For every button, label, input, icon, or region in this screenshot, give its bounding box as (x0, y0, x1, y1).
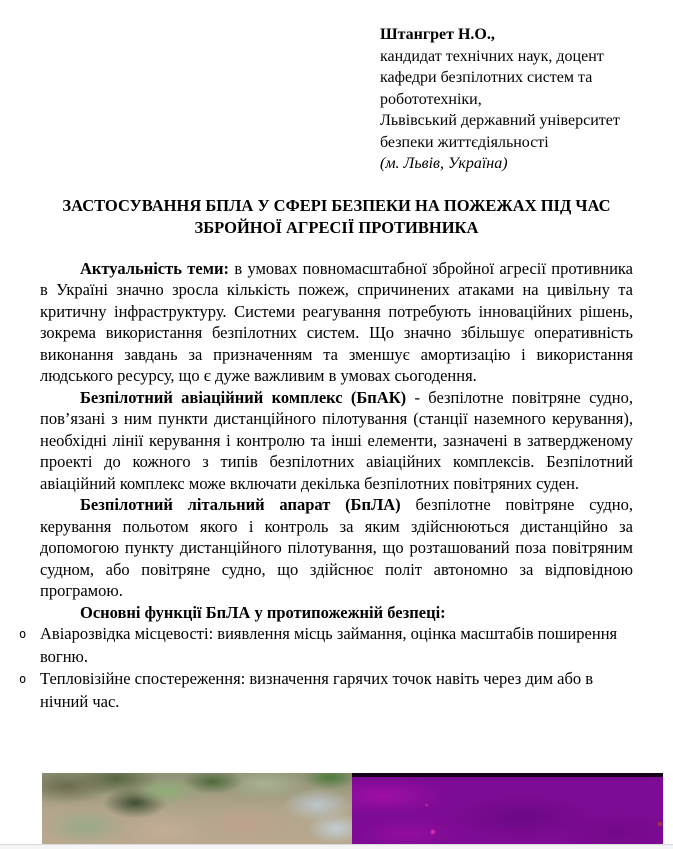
list-item-text: Тепловізійне спостереження: визначення гарячих точок навіть через дим або в нічний час. (40, 669, 594, 711)
paragraph-bpak-definition (40, 387, 633, 495)
functions-heading: Основні функції БпЛА у протипожежній безпеці: (80, 602, 446, 622)
figures-row (42, 773, 663, 844)
paragraph-relevance (40, 258, 633, 387)
list-item-thermal-observation (16, 668, 633, 713)
author-location: (м. Львів, Україна) (380, 155, 508, 172)
paragraph-bpla-definition (40, 494, 633, 602)
author-department-line-1: кафедри безпілотних систем та (380, 69, 593, 86)
bullet-icon: o (19, 627, 27, 641)
aerial-forest-fire-photo (42, 773, 352, 844)
author-block (380, 24, 633, 175)
page-bottom-edge (0, 844, 673, 849)
paragraph-bpak-lead: Безпілотний авіаційний комплекс (БпАК) (80, 387, 407, 407)
paragraph-relevance-text: в умовах повномасштабної збройної агресії противника в Україні значно зросла кількість пожеж, спричинених атаками на цивільну та критичну інфраструктуру. Системи реагування потребують інноваційних рішень, зокрема використання безпілотних систем. Що значно збільшує оперативність виконання завдань за призначенням та зменшує амортизацію і використання людського ресурсу, що є дуже важливим в умовах сьогодення. (40, 258, 633, 385)
author-university-line-2: безпеки життєдіяльності (380, 133, 549, 151)
author-university-line-1: Львівський державний університет (380, 112, 620, 129)
bullet-icon: o (19, 672, 27, 686)
list-item-text: Авіарозвідка місцевості: виявлення місць займання, оцінка масштабів поширення вогню. (40, 624, 618, 666)
author-name: Штангрет Н.О., (380, 26, 495, 43)
paragraph-bpla-text: безпілотне повітряне судно, керування польотом якого і контроль за яким здійснюються дистанційно за допомогою пункту дистанційного пілотування, що розташований поза повітряним судном, або повітряне судно, що здійснює політ автономно за відповідною програмою. (40, 495, 633, 600)
paragraph-relevance-lead: Актуальність теми: (80, 258, 229, 278)
author-department-line-2: робототехніки, (380, 90, 482, 108)
list-item-aerial-recon (16, 623, 633, 668)
paragraph-bpla-lead: Безпілотний літальний апарат (БпЛА) (80, 495, 401, 514)
author-degree-line: кандидат технічних наук, доцент (380, 47, 604, 65)
paragraph-bpak-text: - безпілотне повітряне судно, пов’язані з ним пункти дистанційного пілотування (станції наземного керування), необхідні лінії керування і контролю та інші елементи, зазначені в затвердженому проекті до кожного з типів безпілотних авіаційних комплексів. Безпілотний авіаційний комплекс може включати декілька безпілотних повітряних суден. (40, 387, 633, 493)
functions-list (16, 623, 633, 713)
document-title: ЗАСТОСУВАННЯ БПЛА У СФЕРІ БЕЗПЕКИ НА ПОЖЕЖАХ ПІД ЧАС ЗБРОЙНОЇ АГРЕСІЇ ПРОТИВНИКА (62, 195, 611, 237)
thermal-camera-photo (352, 773, 663, 844)
